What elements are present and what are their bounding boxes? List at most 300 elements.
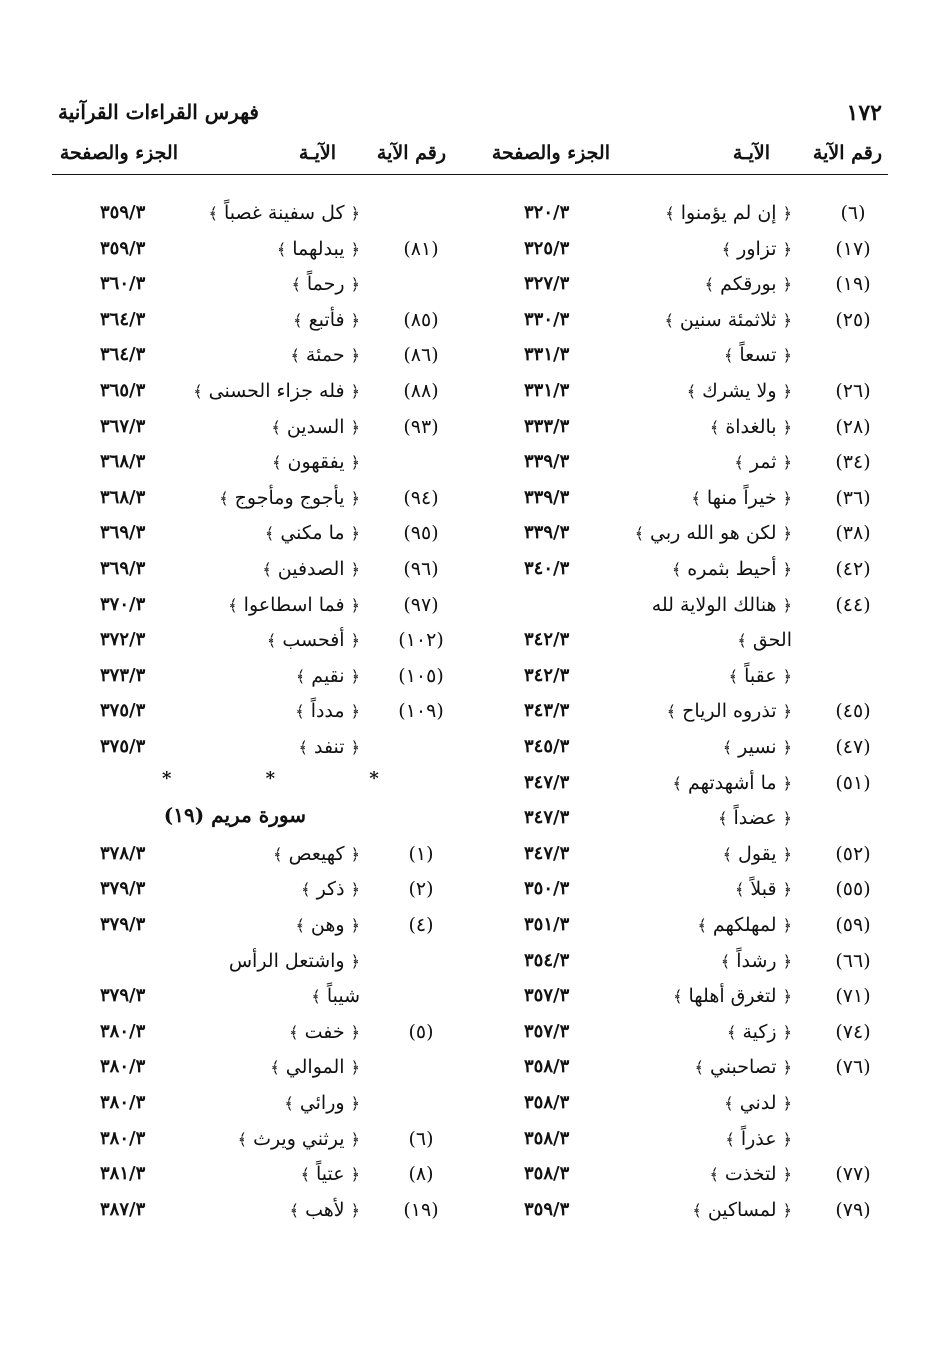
verse-words: واشتعل الرأس	[228, 949, 345, 972]
open-brace-icon: ﴿	[350, 560, 360, 579]
verse-words: ثلاثمئة سنين	[679, 308, 777, 331]
verse-number: (٨٦)	[403, 344, 439, 367]
verse-text	[737, 623, 792, 658]
close-brace-icon: ﴾	[691, 488, 701, 508]
part-page: ٣٨٠/٣	[100, 1092, 146, 1113]
page-header	[52, 96, 888, 130]
part-page: ٣٨١/٣	[100, 1163, 146, 1185]
part-page: ٣٨٠/٣	[100, 1020, 146, 1042]
verse-words: رحماً	[306, 273, 345, 296]
index-row	[52, 338, 456, 372]
part-page: ٣٦٧/٣	[100, 415, 146, 437]
open-brace-icon: ﴿	[350, 738, 360, 757]
open-brace-icon: ﴿	[782, 773, 792, 793]
part-page: ٣٥٨/٣	[524, 1127, 570, 1149]
index-row	[52, 1050, 456, 1084]
part-page: ٣٣٩/٣	[524, 486, 570, 508]
verse-text	[735, 872, 792, 907]
close-brace-icon: ﴾	[272, 453, 282, 473]
index-row	[496, 872, 888, 906]
close-brace-icon: ﴾	[273, 844, 283, 864]
open-brace-icon: ﴿	[350, 417, 360, 437]
verse-words: ذكر	[316, 878, 345, 901]
index-row	[52, 872, 456, 906]
close-brace-icon: ﴾	[694, 1058, 704, 1078]
part-page: ٣٤٥/٣	[524, 736, 570, 757]
part-page: ٣٤٢/٣	[524, 629, 570, 651]
header-part-page-right: الجزء والصفحة	[491, 142, 610, 164]
verse-number: (١٩)	[403, 1198, 439, 1221]
open-brace-icon: ﴿	[782, 809, 792, 829]
verse-number: (٣٤)	[835, 451, 871, 474]
verse-number: (٩٥)	[403, 522, 439, 545]
verse-number: (٥١)	[835, 771, 871, 794]
verse-text	[228, 588, 360, 623]
index-row	[496, 196, 888, 230]
verse-text	[724, 1086, 792, 1121]
open-brace-icon: ﴿	[782, 1022, 792, 1042]
index-row	[52, 552, 456, 586]
close-brace-icon: ﴾	[264, 524, 275, 544]
verse-number: (١٠٥)	[398, 664, 444, 687]
page-number: ١٧٢	[846, 100, 882, 126]
index-row	[496, 445, 888, 479]
verse-number: (٩٦)	[403, 558, 439, 580]
verse-number: (٩٣)	[403, 415, 439, 438]
index-row	[496, 801, 888, 835]
part-page: ٣٥٧/٣	[524, 985, 570, 1007]
open-brace-icon: ﴿	[782, 1129, 792, 1149]
part-page: ٣٤٧/٣	[524, 771, 570, 793]
part-page: ٣٥١/٣	[524, 914, 570, 935]
verse-text	[710, 1157, 793, 1192]
close-brace-icon: ﴾	[290, 346, 300, 366]
open-brace-icon: ﴿	[782, 239, 792, 259]
open-brace-icon: ﴿	[782, 560, 792, 579]
part-page: ٣٥٨/٣	[524, 1092, 570, 1113]
index-row	[496, 1015, 888, 1049]
verse-text	[229, 944, 360, 979]
verse-words: هنالك الولاية لله	[651, 593, 777, 616]
part-page: ٣٢٧/٣	[524, 273, 570, 295]
open-brace-icon: ﴿	[350, 1200, 360, 1220]
verse-words: ثمر	[749, 451, 777, 474]
index-row	[52, 659, 456, 693]
verse-text	[724, 338, 792, 373]
close-brace-icon: ﴾	[718, 809, 728, 829]
verse-text	[722, 232, 792, 267]
verse-text	[665, 196, 792, 231]
column-headers	[52, 140, 888, 175]
verse-text	[729, 659, 792, 694]
verse-number: (٨١)	[403, 237, 439, 260]
close-brace-icon: ﴾	[692, 1200, 702, 1220]
verse-words: تزاور	[737, 237, 777, 260]
part-page: ٣٣٩/٣	[524, 522, 570, 544]
verse-text	[691, 481, 792, 516]
part-page: ٣٥٧/٣	[524, 1020, 570, 1042]
close-brace-icon: ﴾	[276, 239, 287, 259]
open-brace-icon: ﴿	[350, 666, 360, 686]
part-page: ٣٧٩/٣	[100, 914, 146, 935]
close-brace-icon: ﴾	[673, 987, 683, 1007]
verse-number: (٥)	[408, 1020, 434, 1043]
index-row	[496, 267, 888, 301]
verse-words: زكية	[742, 1020, 777, 1043]
verse-number: (٣٦)	[835, 486, 871, 509]
part-page: ٣٦٠/٣	[100, 273, 146, 295]
verse-number: (٨٥)	[403, 308, 439, 331]
part-page: ٣٣٩/٣	[524, 451, 570, 473]
verse-words: إن لم يؤمنوا	[680, 202, 777, 224]
surah-title: سورة مريم (١٩)	[163, 803, 306, 828]
open-brace-icon: ﴿	[350, 346, 360, 366]
part-page: ٣٤٢/٣	[524, 664, 570, 686]
index-row	[52, 196, 456, 230]
close-brace-icon: ﴾	[724, 1094, 734, 1113]
close-brace-icon: ﴾	[284, 1094, 294, 1113]
verse-text	[267, 623, 360, 658]
part-page: ٣٧٣/٣	[100, 664, 146, 686]
verse-text	[273, 837, 360, 872]
open-brace-icon: ﴿	[350, 1129, 360, 1149]
index-row	[52, 694, 456, 728]
verse-number: (٧٤)	[835, 1020, 871, 1043]
close-brace-icon: ﴾	[298, 738, 308, 757]
verse-number: (٣٨)	[835, 522, 871, 545]
verse-words: تنفد	[313, 736, 345, 758]
verse-number: (٧٦)	[835, 1056, 871, 1079]
open-brace-icon: ﴿	[782, 382, 792, 401]
verse-text	[697, 908, 792, 943]
verse-words: لمهلكهم	[712, 914, 777, 936]
verse-text	[301, 872, 360, 907]
close-brace-icon: ﴾	[709, 417, 720, 437]
index-row	[52, 588, 456, 622]
open-brace-icon: ﴿	[782, 880, 792, 900]
part-page: ٣٦٩/٣	[100, 522, 146, 544]
verse-text	[673, 766, 792, 801]
index-row	[496, 730, 888, 764]
part-page: ٣٦٥/٣	[100, 380, 146, 401]
close-brace-icon: ﴾	[697, 916, 707, 935]
verse-number: (٤٤)	[835, 593, 871, 616]
open-brace-icon: ﴿	[782, 666, 792, 686]
close-brace-icon: ﴾	[725, 1129, 735, 1149]
verse-words: تسعاً	[739, 344, 777, 367]
verse-text	[272, 445, 360, 480]
open-brace-icon: ﴿	[350, 916, 360, 935]
part-page: ٣٥٠/٣	[524, 878, 570, 900]
verse-text	[296, 659, 360, 694]
open-brace-icon: ﴿	[350, 1022, 360, 1042]
index-row	[496, 1086, 888, 1120]
close-brace-icon: ﴾	[193, 382, 203, 401]
open-brace-icon: ﴿	[350, 488, 360, 508]
verse-words: يبدلهما	[292, 237, 345, 260]
verse-text	[710, 410, 792, 445]
index-row	[496, 694, 888, 728]
verse-words: لتغرق أهلها	[688, 985, 777, 1008]
open-brace-icon: ﴿	[350, 1058, 360, 1078]
close-brace-icon: ﴾	[228, 595, 238, 615]
verse-text	[238, 1122, 360, 1157]
part-page: ٣٨٠/٣	[100, 1127, 146, 1149]
part-page: ٣٥٤/٣	[524, 949, 570, 971]
index-row	[496, 338, 888, 372]
open-brace-icon: ﴿	[350, 1165, 360, 1185]
close-brace-icon: ﴾	[634, 524, 644, 544]
header-part-page-left: الجزء والصفحة	[59, 142, 178, 164]
verse-number: (٤٧)	[835, 736, 871, 758]
verse-text	[270, 1050, 360, 1085]
verse-number: (٤)	[408, 914, 434, 936]
header-verse-right: الآيـة	[732, 142, 770, 164]
verse-words: نسير	[738, 736, 777, 758]
open-brace-icon: ﴿	[782, 951, 792, 971]
part-page: ٣٧٥/٣	[100, 736, 146, 757]
verse-text	[311, 979, 360, 1014]
verse-words: رشداً	[736, 949, 777, 972]
close-brace-icon: ﴾	[301, 880, 311, 900]
part-page: ٣٦٤/٣	[100, 344, 146, 366]
open-brace-icon: ﴿	[782, 844, 792, 864]
verse-text	[721, 944, 792, 979]
verse-number: (١٠٩)	[398, 700, 444, 723]
verse-words: الحق	[752, 629, 792, 652]
close-brace-icon: ﴾	[666, 702, 677, 722]
open-brace-icon: ﴿	[350, 595, 360, 615]
verse-words: يأجوج ومأجوج	[234, 486, 345, 509]
verse-number: (٤٢)	[835, 558, 871, 580]
open-brace-icon: ﴿	[782, 738, 792, 757]
verse-words: نقيم	[311, 664, 345, 687]
close-brace-icon: ﴾	[664, 310, 674, 330]
part-page: ٣٨٠/٣	[100, 1056, 146, 1078]
close-brace-icon: ﴾	[728, 666, 739, 686]
part-page: ٣٢٥/٣	[524, 237, 570, 259]
verse-text	[291, 338, 361, 373]
verse-words: فله جزاء الحسنى	[208, 380, 345, 402]
index-row	[52, 623, 456, 657]
index-row	[496, 303, 888, 337]
close-brace-icon: ﴾	[311, 987, 321, 1007]
part-page: ٣٤٠/٣	[524, 558, 570, 579]
verse-text	[262, 552, 360, 587]
part-page: ٣٥٩/٣	[524, 1198, 570, 1220]
open-brace-icon: ﴿	[350, 524, 360, 544]
close-brace-icon: ﴾	[219, 488, 229, 508]
verse-number: (٥٥)	[835, 878, 871, 901]
verse-number: (٧٩)	[835, 1198, 871, 1221]
verse-words: كل سفينة غصباً	[223, 202, 345, 224]
close-brace-icon: ﴾	[735, 880, 745, 900]
part-page: ٣٦٨/٣	[100, 451, 146, 473]
close-brace-icon: ﴾	[291, 275, 301, 295]
index-row	[496, 481, 888, 515]
part-page: ٣٣٣/٣	[524, 415, 570, 437]
verse-text	[290, 1193, 360, 1228]
part-page: ٣٣١/٣	[524, 380, 570, 401]
verse-text	[695, 1050, 792, 1085]
index-row	[496, 1050, 888, 1084]
verse-words: عقباً	[744, 664, 777, 687]
verse-text	[284, 1086, 360, 1121]
verse-number: (١٩)	[835, 273, 871, 296]
verse-number: (٧٧)	[835, 1163, 871, 1186]
header-verse-no-right: رقم الآية	[812, 142, 882, 164]
open-brace-icon: ﴿	[782, 916, 792, 935]
open-brace-icon: ﴿	[350, 239, 360, 259]
verse-number: (٩٧)	[403, 593, 439, 616]
open-brace-icon: ﴿	[782, 275, 792, 295]
verse-words: خفت	[304, 1020, 345, 1043]
verse-words: فما اسطاعوا	[243, 593, 345, 616]
part-page: ٣٧٠/٣	[100, 593, 146, 615]
header-verse-left: الآيـة	[298, 142, 336, 164]
index-row	[52, 1157, 456, 1191]
verse-number: (١)	[408, 842, 434, 865]
verse-words: كهيعص	[288, 842, 345, 865]
close-brace-icon: ﴾	[722, 844, 732, 864]
open-brace-icon: ﴿	[782, 702, 792, 722]
verse-number: (٢٨)	[835, 415, 871, 438]
close-brace-icon: ﴾	[237, 1129, 248, 1149]
verse-text	[725, 1122, 792, 1157]
open-brace-icon: ﴿	[350, 631, 360, 651]
index-row	[52, 481, 456, 515]
index-row	[52, 908, 456, 942]
open-brace-icon: ﴿	[350, 844, 360, 864]
index-row	[496, 232, 888, 266]
verse-text	[652, 588, 792, 623]
part-page: ٣٤٧/٣	[524, 842, 570, 864]
verse-words: أحيط بثمره	[687, 558, 777, 580]
verse-number: (٧١)	[835, 985, 871, 1008]
verse-words: قبلاً	[750, 878, 777, 901]
verse-words: خيراً منها	[706, 486, 777, 509]
verse-number: (٦٦)	[835, 949, 871, 972]
index-row	[52, 410, 456, 444]
close-brace-icon: ﴾	[665, 204, 675, 223]
verse-number: (٨٨)	[403, 380, 439, 402]
verse-text	[635, 516, 792, 551]
open-brace-icon: ﴿	[350, 382, 360, 401]
close-brace-icon: ﴾	[686, 382, 697, 401]
verse-text	[664, 303, 792, 338]
open-brace-icon: ﴿	[350, 310, 360, 330]
index-row	[52, 1015, 456, 1049]
verse-words: مدداً	[310, 700, 345, 723]
index-row	[52, 374, 456, 408]
verse-words: لكن هو الله ربي	[650, 522, 777, 545]
index-row	[52, 1086, 456, 1120]
verse-text	[727, 1015, 792, 1050]
verse-words: بورقكم	[720, 273, 777, 296]
close-brace-icon: ﴾	[295, 702, 305, 722]
close-brace-icon: ﴾	[704, 275, 715, 295]
verse-text	[277, 232, 360, 267]
open-brace-icon: ﴿	[782, 488, 792, 508]
part-page: ٣٥٩/٣	[100, 237, 146, 259]
part-page: ٣٢٠/٣	[524, 202, 570, 223]
verse-number: (١٧)	[835, 237, 871, 260]
verse-words: عضداً	[733, 807, 777, 830]
verse-text	[673, 979, 792, 1014]
index-row	[52, 267, 456, 301]
verse-text	[734, 445, 792, 480]
verse-text	[271, 410, 360, 445]
index-row	[496, 410, 888, 444]
verse-number: (٥٩)	[835, 914, 871, 936]
index-row	[496, 374, 888, 408]
verse-number: (٩٤)	[403, 486, 439, 509]
index-row	[496, 552, 888, 586]
close-brace-icon: ﴾	[709, 1165, 719, 1185]
part-page: ٣٨٧/٣	[100, 1198, 146, 1220]
verse-words: يرثني ويرث	[253, 1127, 345, 1150]
open-brace-icon: ﴿	[782, 346, 792, 366]
part-page: ٣٧٥/٣	[100, 700, 146, 722]
verse-text	[265, 516, 360, 551]
verse-text	[289, 1015, 360, 1050]
close-brace-icon: ﴾	[262, 560, 272, 579]
verse-words: ورائي	[299, 1092, 345, 1114]
verse-text	[209, 196, 360, 231]
verse-text	[667, 694, 792, 729]
separator-stars: * * *	[162, 767, 423, 789]
close-brace-icon: ﴾	[270, 1058, 280, 1078]
open-brace-icon: ﴿	[350, 951, 360, 971]
index-row	[496, 516, 888, 550]
verse-text	[293, 303, 360, 338]
verse-number: (٢)	[408, 878, 434, 901]
verse-words: لدني	[739, 1092, 777, 1114]
part-page: ٣٧٢/٣	[100, 629, 146, 651]
index-row	[52, 445, 456, 479]
verse-words: يفقهون	[287, 451, 345, 474]
verse-words: وهن	[310, 914, 345, 936]
open-brace-icon: ﴿	[782, 1165, 792, 1185]
index-row	[496, 908, 888, 942]
verse-text	[718, 801, 792, 836]
index-row	[496, 944, 888, 978]
verse-words: تصاحبني	[709, 1056, 777, 1079]
close-brace-icon: ﴾	[300, 1165, 310, 1185]
open-brace-icon: ﴿	[350, 275, 360, 295]
verse-number: (١٠٢)	[398, 629, 444, 652]
index-row	[496, 837, 888, 871]
part-page: ٣٥٨/٣	[524, 1056, 570, 1078]
verse-text	[705, 267, 792, 302]
verse-text	[301, 1157, 360, 1192]
index-row	[496, 1122, 888, 1156]
index-row	[52, 944, 456, 978]
verse-words: عذراً	[740, 1127, 777, 1150]
index-row	[52, 730, 456, 764]
index-row	[52, 516, 456, 550]
open-brace-icon: ﴿	[782, 1058, 792, 1078]
verse-words: الموالي	[285, 1056, 345, 1079]
verse-words: السدين	[286, 415, 345, 438]
part-page: ٣٦٤/٣	[100, 308, 146, 330]
close-brace-icon: ﴾	[734, 453, 744, 473]
close-brace-icon: ﴾	[727, 1022, 737, 1042]
open-brace-icon: ﴿	[782, 987, 792, 1007]
close-brace-icon: ﴾	[720, 951, 731, 971]
close-brace-icon: ﴾	[293, 310, 303, 330]
close-brace-icon: ﴾	[721, 239, 732, 259]
